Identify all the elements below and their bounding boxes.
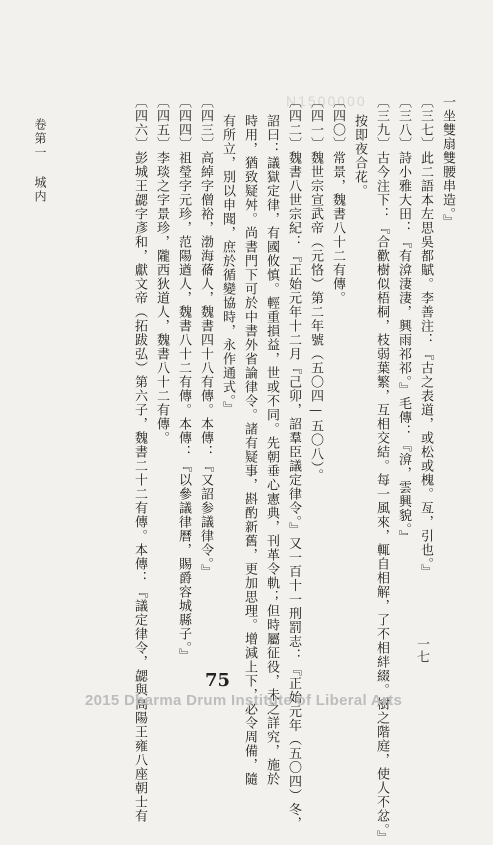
folio-number: 75: [205, 670, 231, 691]
text-column-8: 〔四二〕魏書八世宗紀：『正始元年十二月『己卯，詔羣臣議定律令。』又一百十一刑罰志：『正始元年（五〇四）冬，: [286, 95, 301, 831]
faint-stamp: N1500000: [286, 93, 367, 109]
text-column-15: 〔四六〕彭城王勰字彥和，獻文帝（拓跋弘）第六子，魏書二十二有傳。本傳：『議定律令，勰與高陽王雍八座朝士有: [132, 95, 147, 823]
running-header: 卷第一 城内: [33, 118, 47, 204]
text-column-7: 〔四一〕魏世宗宣武帝（元恪）第二年號（五〇四—五〇八）。: [308, 95, 323, 483]
text-column-4: 〔三九〕古今注下：『合歡樹似梧桐，枝弱葉繁，互相交結。每一風來，輒自相解，了不相絆綴。樹之階庭，使人不忿。』: [374, 95, 389, 845]
text-column-13: 〔四四〕祖瑩字元珍，范陽遒人，魏書八十二有傳。本傳：『以參議律曆，賜爵容城縣子。』: [176, 95, 191, 663]
text-column-3: 〔三八〕詩小雅大田：『有渰淒淒，興雨祁祁。』毛傳：『渰，雲興貌。』: [396, 95, 411, 544]
text-column-14: 〔四五〕李琰之字景珍，隴西狄道人，魏書八十二有傳。: [154, 95, 169, 445]
text-column-6: 〔四〇〕常景，魏書八十二有傳。: [330, 95, 345, 305]
text-column-5: 按即夜合花。: [352, 114, 367, 198]
text-column-12: 〔四三〕高綽字僧裕，渤海蓨人，魏書四十八有傳。本傳：『又詔参議律令。』: [198, 95, 213, 579]
page-number-chinese: 一七: [414, 637, 429, 663]
text-column-2: 〔三七〕此二語本左思吳都賦。李善注：『古之表道，或松或槐。亙，引也。』: [418, 95, 433, 579]
text-column-9: 詔曰：議獄定律，有國攸慎。輕重損益，世或不同。先朝垂心憲典，刊革令軌；但時屬征役，未之詳究，施於: [264, 114, 279, 786]
text-column-1: 一坐雙扇雙腰串造。』: [440, 95, 455, 229]
watermark-text: 2015 Dharma Drum Institute of Liberal Arts: [85, 692, 403, 709]
text-column-11: 有所立，別以申聞，庶於循變協時，永作通式。』: [220, 114, 235, 416]
text-column-10: 時用，猶致疑舛。尚書門下可於中書外省論律令。諸有疑事，斟酌新舊，更加思理。增減上下，必令周備，隨: [242, 114, 257, 786]
